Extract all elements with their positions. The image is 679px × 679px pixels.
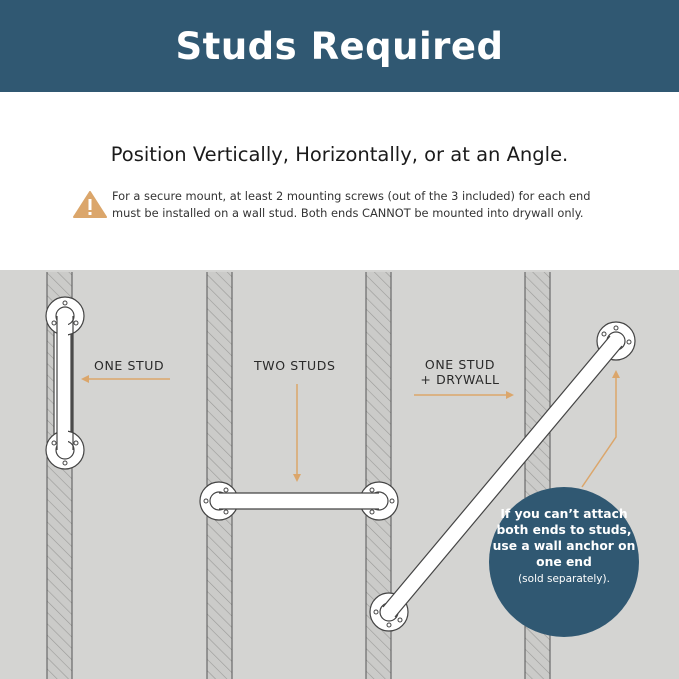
callout-note-text: (sold separately). xyxy=(518,573,610,585)
label-stud-drywall-line2: + DRYWALL xyxy=(420,372,500,387)
subtitle: Position Vertically, Horizontally, or at an Angle. xyxy=(110,143,569,166)
label-two-studs: TWO STUDS xyxy=(254,358,336,373)
page-title: Studs Required xyxy=(175,24,504,68)
label-stud-drywall xyxy=(408,357,512,387)
warning-triangle-icon xyxy=(73,191,107,218)
header-banner xyxy=(0,0,679,92)
label-one-stud: ONE STUD xyxy=(94,358,165,373)
warning-text: For a secure mount, at least 2 mounting screws (out of the 3 included) for each end must be installed on a wall stud. Both ends CANNOT be mounted into drywall only. xyxy=(112,189,591,220)
wall-anchor-callout xyxy=(489,487,639,637)
label-stud-drywall-line1: ONE STUD xyxy=(424,357,496,372)
callout-main-text: If you can’t attach both ends to studs, use a wall anchor on one end xyxy=(492,507,636,569)
stud-2 xyxy=(207,272,232,679)
